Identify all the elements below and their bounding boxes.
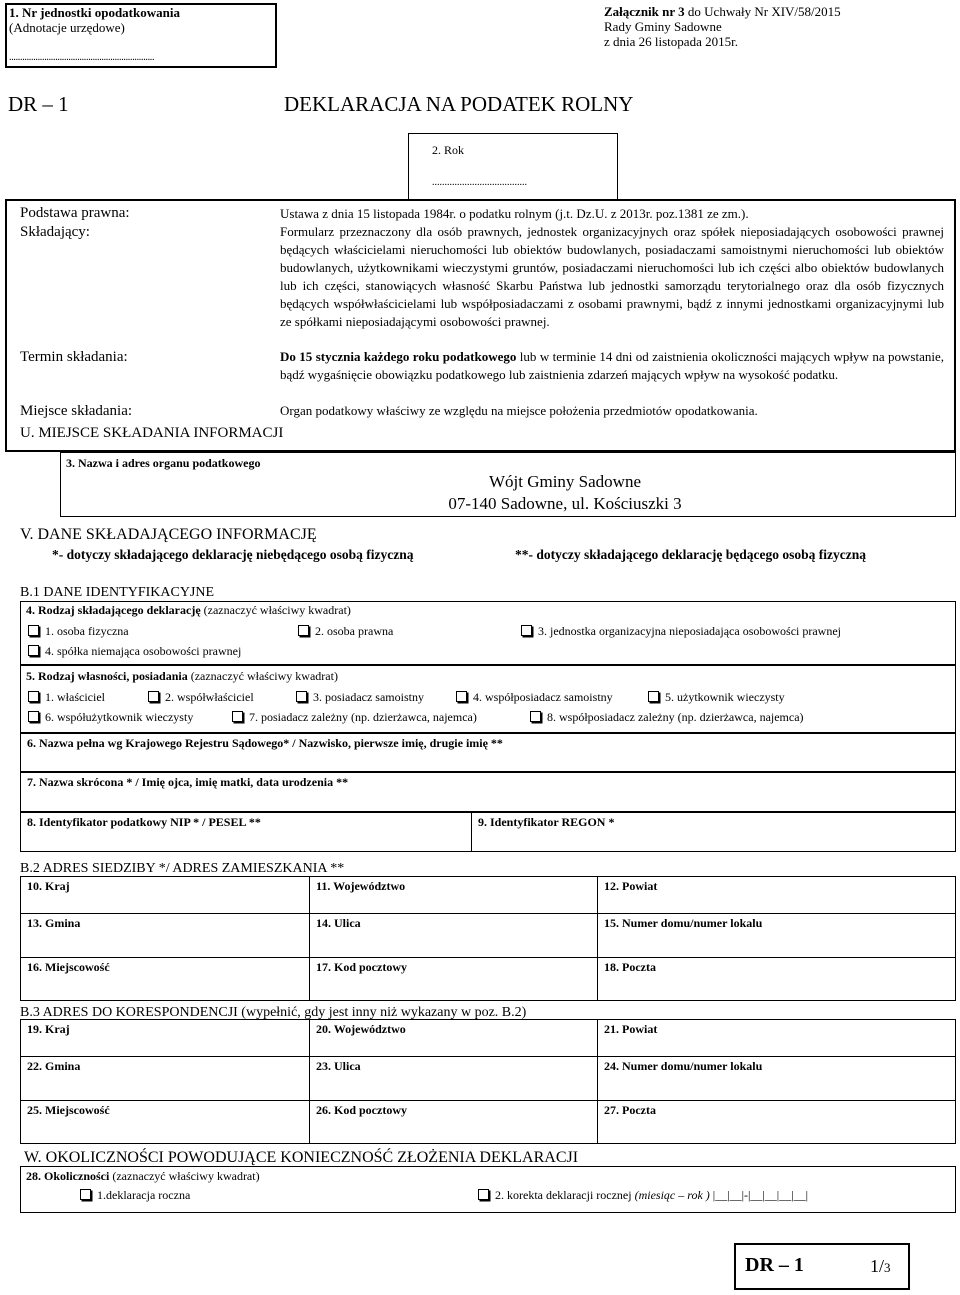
field-label: 14. Ulica [316, 916, 361, 930]
deadline-rest: lub w terminie 14 dni od zaistnienia okoliczności mających wpływ na powstanie, bądź wygaśnięcie obowiązku podatkowego lub zaistnienia zdarzeń mających wpływ na wysokość podatku. [280, 349, 944, 382]
option-label: 3. jednostka organizacyjna nieposiadająca osobowości prawnej [538, 624, 842, 638]
section-v-title: V. DANE SKŁADAJĄCEGO INFORMACJĘ [20, 526, 317, 543]
official-notes-label: (Adnotacje urzędowe) [9, 20, 125, 35]
footer-page-number [870, 1256, 891, 1277]
option-label: 6. współużytkownik wieczysty [45, 710, 194, 724]
checkbox-icon[interactable] [148, 691, 159, 702]
annex-resolution: do Uchwały Nr XIV/58/2015 [684, 4, 841, 19]
year-field[interactable]: ...................................... [432, 177, 527, 188]
place-label: Miejsce składania: [20, 403, 133, 419]
commune-field[interactable] [20, 913, 310, 958]
house-number-field[interactable] [597, 913, 956, 958]
checkbox-icon[interactable] [80, 1189, 91, 1200]
footer-form-code: DR – 1 [745, 1254, 804, 1276]
nip-pesel-field[interactable] [20, 812, 472, 852]
corr-street-field[interactable] [309, 1056, 598, 1101]
section-w-title: W. OKOLICZNOŚCI POWODUJĄCE KONIECZNOŚĆ ZŁOŻENIA DEKLARACJI [24, 1149, 579, 1166]
nip-pesel-label: 8. Identyfikator podatkowy NIP * / PESEL ** [27, 815, 261, 829]
field-label: 11. Województwo [316, 879, 406, 893]
annex-council: Rady Gminy Sadowne [604, 19, 722, 34]
ownership-type-hint: (zaznaczyć właściwy kwadrat) [187, 669, 338, 683]
form-code: DR – 1 [8, 92, 69, 116]
filers-text: Formularz przeznaczony dla osób prawnych, jednostek organizacyjnych oraz spółek nieposiadających osobowości prawnej będących właścicielami nieruchomości lub obiektów budowlanych, posiadaczami samoistnymi nieruchomości lub obiektów budowlanych, użytkownikami wieczystymi gruntów, posiadaczami nieruchomości lub ich części albo obiektów budowlanych lub ich części, stanowiących własność Skarbu Państwa lub jednostki samorządu terytorialnego oraz dla osób fizycznych będących współwłaścicielami lub współposiadaczami z osobami prawnymi, bądź z innymi jednostkami organizacyjnymi lub ze spółkami nieposiadającymi osobowości prawnej. [280, 224, 944, 329]
field-label: 26. Kod pocztowy [316, 1103, 407, 1117]
field-label: 25. Miejscowość [27, 1103, 110, 1117]
note-non-natural-person: *- dotyczy składającego deklarację niebędącego osobą fizyczną [52, 547, 414, 562]
b2-title: B.2 ADRES SIEDZIBY */ ADRES ZAMIESZKANIA ** [20, 861, 345, 876]
section-u-title: U. MIEJSCE SKŁADANIA INFORMACJI [20, 425, 284, 441]
correction-option[interactable] [478, 1188, 808, 1202]
correction-date-field[interactable]: |__|__|-|__|__|__|__| [709, 1188, 809, 1202]
option-label: 2. współwłaściciel [165, 690, 254, 704]
checkbox-icon[interactable] [28, 711, 39, 722]
tax-office-address: 07-140 Sadowne, ul. Kościuszki 3 [448, 494, 682, 513]
field-label: 16. Miejscowość [27, 960, 110, 974]
corr-country-field[interactable] [20, 1019, 310, 1057]
filer-type-title: 4. Rodzaj składającego deklarację [26, 603, 201, 617]
deadline-label: Termin składania: [20, 349, 128, 365]
filers-label: Składający: [20, 224, 90, 240]
year-label: 2. Rok [432, 143, 465, 157]
post-office-field[interactable] [597, 957, 956, 1001]
checkbox-icon[interactable] [478, 1189, 489, 1200]
filer-type-option-3[interactable] [521, 624, 841, 638]
b3-title: B.3 ADRES DO KORESPONDENCJI (wypełnić, gdy jest inny niż wykazany w poz. B.2) [20, 1005, 527, 1020]
b1-title: B.1 DANE IDENTYFIKACYJNE [20, 585, 215, 600]
country-field[interactable] [20, 876, 310, 914]
corr-postal-code-field[interactable] [309, 1100, 598, 1144]
checkbox-icon[interactable] [28, 625, 39, 636]
legal-basis-label: Podstawa prawna: [20, 205, 130, 221]
ownership-option-2[interactable] [148, 690, 254, 704]
option-label: 4. spółka niemająca osobowości prawnej [45, 644, 242, 658]
checkbox-icon[interactable] [298, 625, 309, 636]
ownership-option-4[interactable] [456, 690, 613, 704]
tax-office-name: Wójt Gminy Sadowne [488, 472, 642, 491]
correction-date-hint: (miesiąc – rok ) [631, 1188, 710, 1202]
corr-voivodeship-field[interactable] [309, 1019, 598, 1057]
option-label: 7. posiadacz zależny (np. dzierżawca, najemca) [249, 710, 477, 724]
circumstances-label [26, 1169, 260, 1183]
short-name-field[interactable] [20, 772, 956, 812]
option-label: 8. współposiadacz zależny (np. dzierżawca, najemca) [547, 710, 804, 724]
checkbox-icon[interactable] [232, 711, 243, 722]
option-label: 2. korekta deklaracji rocznej [495, 1188, 632, 1202]
field-label: 19. Kraj [27, 1022, 70, 1036]
corr-post-office-field[interactable] [597, 1100, 956, 1144]
filer-type-option-1[interactable] [28, 624, 129, 638]
form-title: DEKLARACJA NA PODATEK ROLNY [284, 92, 634, 116]
full-name-label: 6. Nazwa pełna wg Krajowego Rejestru Sądowego* / Nazwisko, pierwsze imię, drugie imię ** [27, 736, 503, 750]
checkbox-icon[interactable] [530, 711, 541, 722]
field-label: 12. Powiat [604, 879, 658, 893]
ownership-option-5[interactable] [648, 690, 785, 704]
deadline-bold: Do 15 stycznia każdego roku podatkowego [280, 349, 517, 364]
corr-county-field[interactable] [597, 1019, 956, 1057]
option-label: 1.deklaracja roczna [97, 1188, 191, 1202]
field-label: 23. Ulica [316, 1059, 361, 1073]
circumstances-title: 28. Okoliczności [26, 1169, 110, 1183]
regon-field[interactable] [471, 812, 956, 852]
field-label: 22. Gmina [27, 1059, 81, 1073]
field-label: 13. Gmina [27, 916, 81, 930]
field-label: 17. Kod pocztowy [316, 960, 407, 974]
option-label: 2. osoba prawna [315, 624, 394, 638]
checkbox-icon[interactable] [456, 691, 467, 702]
option-label: 1. właściciel [45, 690, 105, 704]
tax-unit-number-label: 1. Nr jednostki opodatkowania [9, 5, 180, 20]
page-total: 3 [884, 1260, 891, 1275]
ownership-type-label [26, 669, 338, 683]
checkbox-icon[interactable] [28, 691, 39, 702]
note-natural-person: **- dotyczy składającego deklarację będącego osobą fizyczną [515, 547, 866, 562]
option-label: 5. użytkownik wieczysty [665, 690, 785, 704]
field-label: 18. Poczta [604, 960, 656, 974]
field-label: 21. Powiat [604, 1022, 658, 1036]
ownership-option-6[interactable] [28, 710, 193, 724]
filer-type-option-4[interactable] [28, 644, 241, 658]
field-label: 27. Poczta [604, 1103, 656, 1117]
ownership-type-title: 5. Rodzaj własności, posiadania [26, 669, 188, 683]
place-text: Organ podatkowy właściwy ze względu na miejsce położenia przedmiotów opodatkowania. [280, 403, 758, 418]
checkbox-icon[interactable] [296, 691, 307, 702]
legal-basis-text: Ustawa z dnia 15 listopada 1984r. o podatku rolnym (j.t. Dz.U. z 2013r. poz.1381 ze zm.). [280, 206, 749, 221]
locality-field[interactable] [20, 957, 310, 1001]
annual-declaration-option[interactable] [80, 1188, 190, 1202]
option-label: 3. posiadacz samoistny [313, 690, 424, 704]
annex-number: Załącznik nr 3 [604, 4, 685, 19]
circumstances-hint: (zaznaczyć właściwy kwadrat) [109, 1169, 260, 1183]
option-label: 4. współposiadacz samoistny [473, 690, 613, 704]
county-field[interactable] [597, 876, 956, 914]
filer-type-label [26, 603, 351, 617]
tax-office-label: 3. Nazwa i adres organu podatkowego [66, 456, 261, 470]
checkbox-icon[interactable] [521, 625, 532, 636]
filer-type-option-2[interactable] [298, 624, 393, 638]
ownership-option-1[interactable] [28, 690, 105, 704]
tax-unit-number-field[interactable]: .................................................................. [9, 52, 155, 63]
filer-type-hint: (zaznaczyć właściwy kwadrat) [200, 603, 351, 617]
regon-label: 9. Identyfikator REGON * [478, 815, 615, 829]
field-label: 10. Kraj [27, 879, 70, 893]
voivodeship-field[interactable] [309, 876, 598, 914]
corr-commune-field[interactable] [20, 1056, 310, 1101]
page-current: 1/ [870, 1256, 885, 1276]
option-label: 1. osoba fizyczna [45, 624, 129, 638]
full-name-field[interactable] [20, 733, 956, 772]
field-label: 20. Województwo [316, 1022, 406, 1036]
ownership-option-8[interactable] [530, 710, 804, 724]
checkbox-icon[interactable] [648, 691, 659, 702]
short-name-label: 7. Nazwa skrócona * / Imię ojca, imię matki, data urodzenia ** [27, 775, 349, 789]
field-label: 15. Numer domu/numer lokalu [604, 916, 763, 930]
field-label: 24. Numer domu/numer lokalu [604, 1059, 763, 1073]
annex-date: z dnia 26 listopada 2015r. [604, 34, 738, 49]
postal-code-field[interactable] [309, 957, 598, 1001]
checkbox-icon[interactable] [28, 645, 39, 656]
street-field[interactable] [309, 913, 598, 958]
annex-reference [604, 4, 841, 19]
deadline-text [280, 348, 944, 384]
ownership-option-7[interactable] [232, 710, 477, 724]
ownership-option-3[interactable] [296, 690, 424, 704]
corr-locality-field[interactable] [20, 1100, 310, 1144]
corr-house-number-field[interactable] [597, 1056, 956, 1101]
